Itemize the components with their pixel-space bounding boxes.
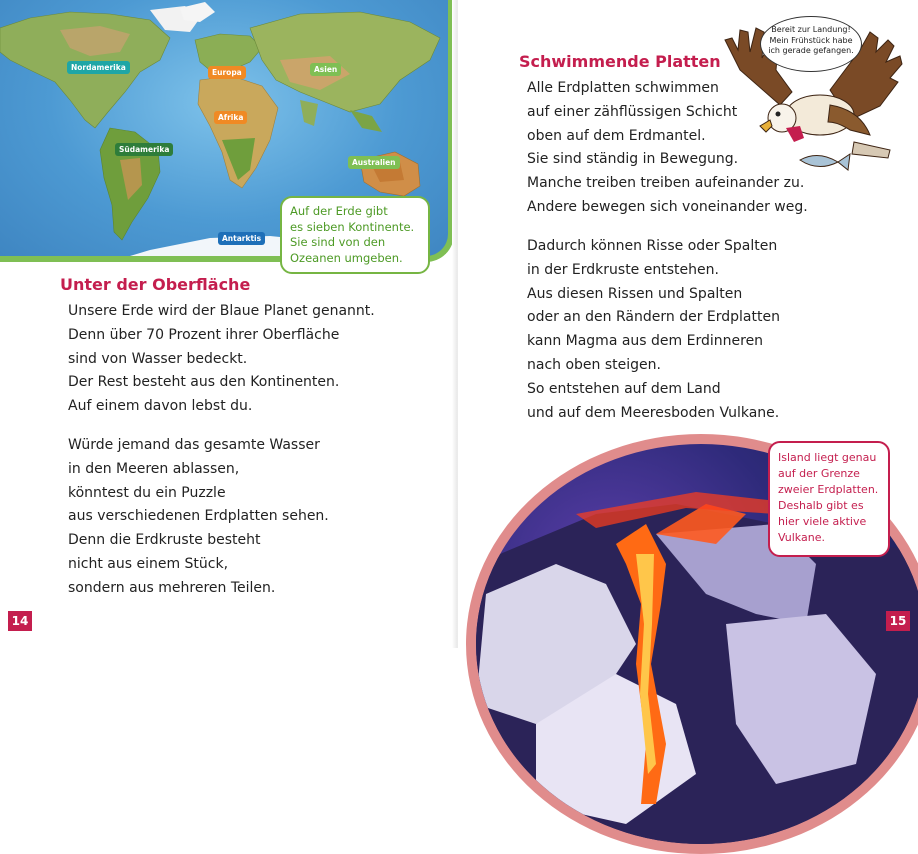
callout-line: zweier Erdplatten. xyxy=(778,483,879,496)
text-line: könntest du ein Puzzle xyxy=(68,484,226,501)
text-line: oben auf dem Erdmantel. xyxy=(527,127,706,144)
text-line: auf einer zähflüssigen Schicht xyxy=(527,103,738,120)
text-line: Sie sind ständig in Bewegung. xyxy=(527,151,739,168)
callout-line: auf der Grenze xyxy=(778,467,860,480)
text-line: Unsere Erde wird der Blaue Planet genannt. xyxy=(68,303,375,319)
label-afrika: Afrika xyxy=(214,111,247,124)
label-europa: Europa xyxy=(208,66,246,79)
text-line: Auf einem davon lebst du. xyxy=(68,398,253,415)
eagle-speech-bubble xyxy=(760,16,862,72)
text-line: Manche treiben treiben aufeinander zu. xyxy=(527,175,805,192)
callout-line: Auf der Erde gibt xyxy=(290,204,388,218)
text-line: Andere bewegen sich voneinander weg. xyxy=(527,198,808,215)
callout-line: Vulkane. xyxy=(778,531,825,544)
text-line: Der Rest besteht aus den Kontinenten. xyxy=(68,374,340,391)
iceland-callout xyxy=(768,441,890,557)
page-number-right: 15 xyxy=(886,611,910,631)
text-line: kann Magma aus dem Erdinneren xyxy=(527,333,764,350)
paragraph xyxy=(527,235,780,425)
text-line: nach oben steigen. xyxy=(527,356,661,373)
text-line: Würde jemand das gesamte Wasser xyxy=(68,437,320,453)
text-line: Aus diesen Rissen und Spalten xyxy=(527,285,743,302)
callout-line: Ozeanen umgeben. xyxy=(290,250,403,265)
label-suedamerika: Südamerika xyxy=(115,143,173,156)
speech-line: ich gerade gefangen. xyxy=(768,46,854,55)
text-line: So entstehen auf dem Land xyxy=(527,380,721,397)
text-line: Dadurch können Risse oder Spalten xyxy=(527,238,778,254)
label-australien: Australien xyxy=(348,156,400,169)
label-antarktis: Antarktis xyxy=(218,232,265,245)
page-number-left: 14 xyxy=(8,611,32,631)
text-line: oder an den Rändern der Erdplatten xyxy=(527,309,780,326)
label-nordamerika: Nordamerika xyxy=(67,61,130,74)
callout-line: hier viele aktive xyxy=(778,515,867,528)
continents-callout xyxy=(280,196,430,274)
speech-line: Bereit zur Landung! xyxy=(771,25,851,34)
text-line: nicht aus einem Stück, xyxy=(68,555,229,572)
label-asien: Asien xyxy=(310,63,341,76)
text-line: in den Meeren ablassen, xyxy=(68,460,240,477)
paragraph xyxy=(68,434,329,601)
section-heading-schwimmende-platten: Schwimmende Platten xyxy=(519,52,721,71)
text-line: Alle Erdplatten schwimmen xyxy=(527,80,719,96)
speech-line: Mein Frühstück habe xyxy=(769,35,853,45)
callout-line: Deshalb gibt es xyxy=(778,499,864,512)
left-page xyxy=(0,0,455,648)
text-line: sind von Wasser bedeckt. xyxy=(68,350,248,367)
text-line: Denn über 70 Prozent ihrer Oberfläche xyxy=(68,326,340,343)
callout-line: Sie sind von den xyxy=(290,235,386,249)
callout-line: Island liegt genau xyxy=(778,451,877,464)
callout-line: es sieben Kontinente. xyxy=(290,219,415,234)
paragraph xyxy=(68,300,375,419)
text-line: und auf dem Meeresboden Vulkane. xyxy=(527,404,780,421)
text-line: sondern aus mehreren Teilen. xyxy=(68,579,276,596)
text-line: in der Erdkruste entstehen. xyxy=(527,261,719,278)
section-heading-unter-der-oberflaeche: Unter der Oberfläche xyxy=(60,275,251,294)
text-line: aus verschiedenen Erdplatten sehen. xyxy=(68,508,329,525)
text-line: Denn die Erdkruste besteht xyxy=(68,532,261,549)
